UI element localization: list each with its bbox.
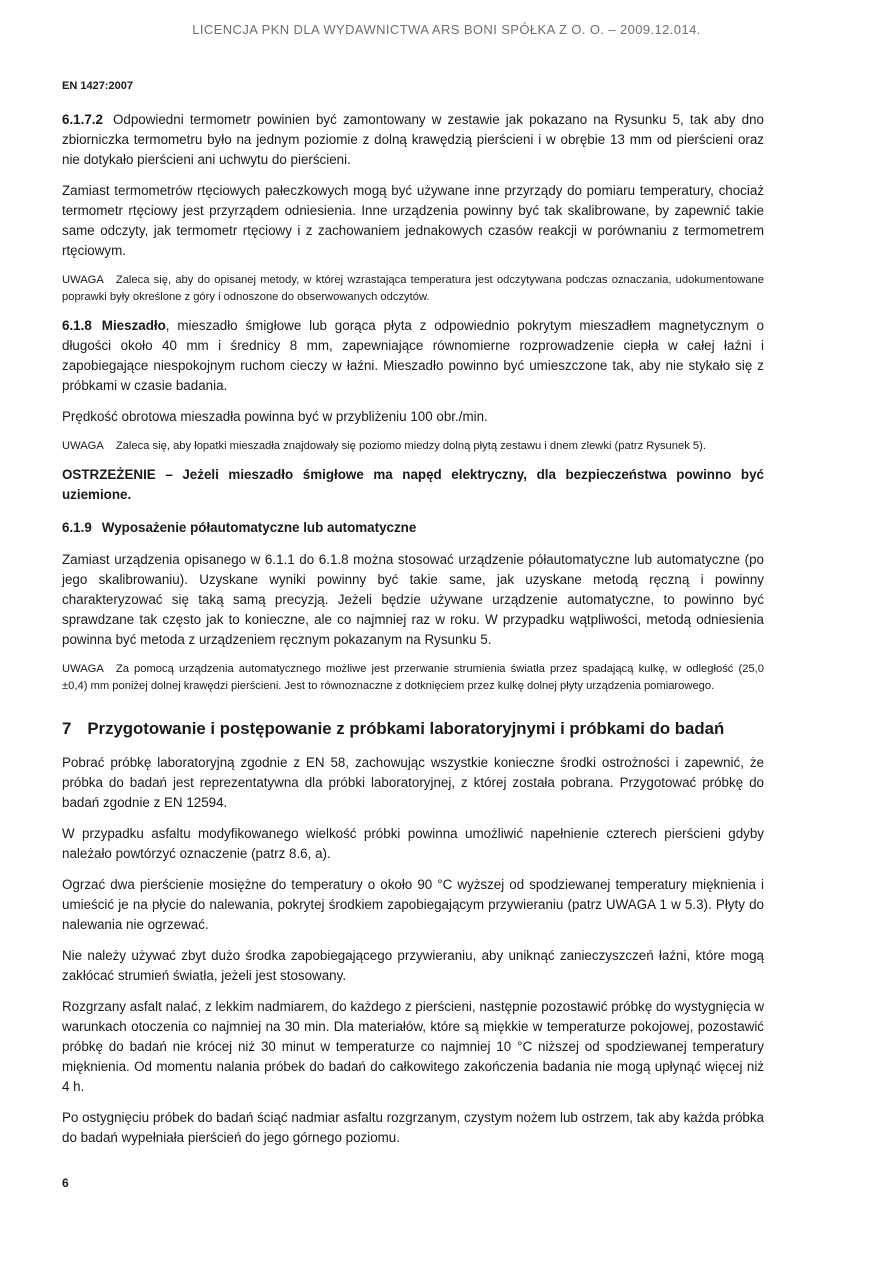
clause-6-1-7-2 bbox=[62, 110, 764, 170]
clause-title: Mieszadło bbox=[101, 318, 166, 333]
paragraph-7-3: Ogrzać dwa pierścienie mosiężne do temperatury o około 90 °C wyższej od spodziewanej temperatury mięknienia i umieścić je na płycie do nalewania, pokrytej środkiem zapobiegającym przywieraniu (patrz UWAGA 1 w 5.3). Płyty do nalewania nie ogrzewać. bbox=[62, 877, 764, 932]
note-text: Zaleca się, aby łopatki mieszadła znajdowały się poziomo miedzy dolną płytą zestawu i dnem zlewki (patrz Rysunek 5). bbox=[115, 440, 706, 452]
page-number: 6 bbox=[62, 1176, 69, 1190]
note-3 bbox=[62, 661, 764, 695]
note-text: Za pomocą urządzenia automatycznego możliwe jest przerwanie strumienia światła przez spadającą kulkę, w odległość (25,0 ±0,4) mm poniżej dolnej krawędzi pierścieni. Jest to równoznaczne z dotknięciem przez kulkę dolnej płyty urządzenia pomiarowego. bbox=[62, 663, 764, 692]
licence-header: LICENCJA PKN DLA WYDAWNICTWA ARS BONI SPÓŁKA Z O. O. – 2009.12.014. bbox=[192, 22, 701, 37]
clause-number: 6.1.7.2 bbox=[62, 112, 103, 127]
note-text: Zaleca się, aby do opisanej metody, w której wzrastająca temperatura jest odczytywana podczas oznaczania, udokumentowane poprawki były określone z góry i odnoszone do obserwowanych odczytów. bbox=[62, 274, 764, 303]
document-body bbox=[62, 110, 764, 1159]
paragraph-7-1: Pobrać próbkę laboratoryjną zgodnie z EN 58, zachowując wszystkie konieczne środki ostrożności i zapewnić, że próbka do badań jest reprezentatywna dla próbki laboratoryjnej, z której została pobrana. Przygotować próbkę do badań zgodnie z EN 12594. bbox=[62, 755, 764, 810]
paragraph-automatic: Zamiast urządzenia opisanego w 6.1.1 do 6.1.8 można stosować urządzenie półautomatyczne lub automatyczne (po jego skalibrowaniu). Uzyskane wyniki powinny być takie same, jak uzyskane metodą ręczną i powinny charakteryzować się taką samą precyzją. Jeżeli będzie używane urządzenie automatyczne, to powinno być sprawdzane tak często jak to konieczne, ale co najmniej raz w roku. W przypadku wątpliwości, metodą odniesienia powinna być metoda z urządzeniem ręcznym pokazanym na Rysunku 5. bbox=[62, 552, 764, 647]
clause-number: 6.1.8 bbox=[62, 318, 92, 333]
note-2 bbox=[62, 438, 764, 455]
section-7-heading bbox=[62, 717, 764, 741]
paragraph-7-5: Rozgrzany asfalt nalać, z lekkim nadmiarem, do każdego z pierścieni, następnie pozostawić próbkę do wystygnięcia w warunkach otoczenia co najmniej na 30 min. Dla materiałów, które są miękkie w temperaturze pokojowej, pozostawić próbkę do badań nie krócej niż 30 minut w temperaturze co najmniej 10 °C niższej od spodziewanej temperatury mięknienia. Od momentu nalania próbek do badań do całkowitego zakończenia badania nie mogą upłynąć więcej niż 4 h. bbox=[62, 999, 764, 1094]
paragraph-speed: Prędkość obrotowa mieszadła powinna być w przybliżeniu 100 obr./min. bbox=[62, 409, 488, 424]
paragraph-7-6: Po ostygnięciu próbek do badań ściąć nadmiar asfaltu rozgrzanym, czystym nożem lub ostrzem, tak aby każda próbka do badań wypełniała pierścień do jego górnego poziomu. bbox=[62, 1110, 764, 1145]
warning-text: OSTRZEŻENIE – Jeżeli mieszadło śmigłowe ma napęd elektryczny, dla bezpieczeństwa powinno być uziemione. bbox=[62, 467, 764, 502]
paragraph-7-4: Nie należy używać zbyt dużo środka zapobiegającego przywieraniu, aby uniknąć zanieczyszczeń łaźni, które mogą zakłócać strumień światła, jeżeli jest stosowany. bbox=[62, 948, 764, 983]
clause-text: , mieszadło śmigłowe lub gorąca płyta z odpowiednio pokrytym mieszadłem magnetycznym o długości około 40 mm i średnicy 8 mm, zapewniające równomierne rozprowadzenie ciepła w całej łaźni i zapobiegające niespokojnym ruchom cieczy w łaźni. Mieszadło powinno być umieszczone tak, aby nie stykało się z próbkami w czasie badania. bbox=[62, 318, 764, 393]
clause-title: Wyposażenie półautomatyczne lub automatyczne bbox=[101, 520, 417, 535]
clause-number: 6.1.9 bbox=[62, 520, 92, 535]
paragraph-thermometers: Zamiast termometrów rtęciowych pałeczkowych mogą być używane inne przyrządy do pomiaru temperatury, chociaż termometr rtęciowy jest przyrządem odniesienia. Inne urządzenia powinny być tak skalibrowane, by zapewnić takie same odczyty, jak termometr rtęciowy i z zachowaniem jednakowych czasów reakcji w porównaniu z termometrem rtęciowym. bbox=[62, 183, 764, 258]
note-label: UWAGA bbox=[62, 274, 104, 286]
clause-text: Odpowiedni termometr powinien być zamontowany w zestawie jak pokazano na Rysunku 5, tak aby dno zbiorniczka termometru było na jednym poziomie z dolną krawędzią pierścieni i w obrębie 13 mm od pierścieni oraz nie dotykało pierścieni ani uchwytu do pierścieni. bbox=[62, 112, 764, 167]
note-label: UWAGA bbox=[62, 440, 104, 452]
document-id: EN 1427:2007 bbox=[62, 80, 133, 92]
clause-6-1-9-heading bbox=[62, 518, 764, 538]
section-title: Przygotowanie i postępowanie z próbkami laboratoryjnymi i próbkami do badań bbox=[87, 719, 725, 738]
note-1 bbox=[62, 272, 764, 306]
clause-6-1-8 bbox=[62, 316, 764, 396]
section-number: 7 bbox=[62, 719, 72, 738]
note-label: UWAGA bbox=[62, 663, 104, 675]
paragraph-7-2: W przypadku asfaltu modyfikowanego wielkość próbki powinna umożliwić napełnienie czterech pierścieni gdyby należało powtórzyć oznaczenie (patrz 8.6, a). bbox=[62, 826, 764, 861]
